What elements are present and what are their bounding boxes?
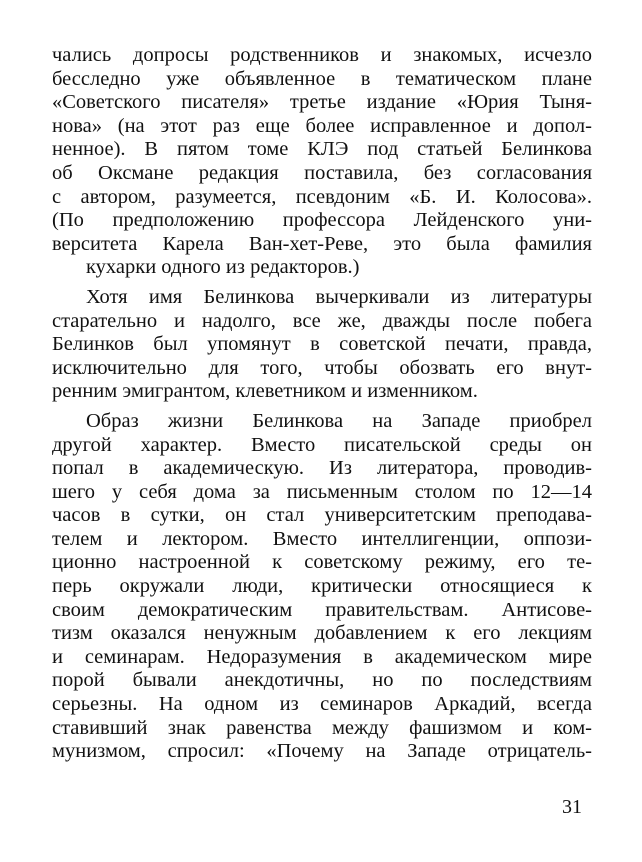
text-line: ренним эмигрантом, клеветником и изменником. [52, 380, 478, 403]
text-line: чались допросы родственников и знакомых, исчезло [52, 44, 592, 66]
text-line: своим демократическим правительствам. Антисове- [52, 598, 592, 621]
page-body [52, 44, 592, 764]
text-line: верситета Карела Ван-хет-Реве, это была фамилия [52, 232, 592, 255]
page-number: 31 [562, 796, 582, 818]
text-line: другой характер. Вместо писательской среды он [52, 433, 592, 456]
text-line: перь окружали люди, критически относящиеся к [52, 575, 592, 598]
text-line: кухарки одного из редакторов.) [86, 256, 360, 279]
text-line: телем и лектором. Вместо интеллигенции, оппози- [52, 527, 592, 550]
paragraph-3 [52, 410, 592, 764]
paragraph-1 [52, 44, 592, 280]
text-line: ставивший знак равенства между фашизмом и ком- [52, 716, 592, 739]
text-line: нова» (на этот раз еще более исправленное и допол- [52, 114, 592, 137]
text-line: и семинарам. Недоразумения в академическом мире [52, 645, 592, 668]
text-line: исключительно для того, чтобы обозвать его внут- [52, 356, 592, 379]
text-line: Белинков был упомянут в советской печати, правда, [52, 333, 592, 356]
text-line: об Оксмане редакция поставила, без согласования [52, 161, 592, 184]
text-line: ненное). В пятом томе КЛЭ под статьей Белинкова [52, 138, 592, 161]
text-line: попал в академическую. Из литератора, проводив- [52, 457, 592, 480]
text-line: «Советского писателя» третье издание «Юрия Тыня- [52, 91, 592, 114]
text-line: порой бывали анекдотичны, но по последствиям [52, 669, 592, 692]
text-line: бесследно уже объявленное в тематическом плане [52, 67, 592, 90]
text-line: ционно настроенной к советскому режиму, его те- [52, 551, 592, 574]
text-line: старательно и надолго, все же, дважды после побега [52, 309, 592, 332]
paragraph-2 [52, 286, 592, 404]
text-line: часов в сутки, он стал университетским преподава- [52, 504, 592, 527]
text-line: Хотя имя Белинкова вычеркивали из литературы [86, 285, 592, 308]
text-line: с автором, разумеется, псевдоним «Б. И. Колосова». [52, 185, 592, 208]
text-line: (По предположению профессора Лейденского уни- [52, 209, 592, 232]
text-line: мунизмом, спросил: «Почему на Западе отрицатель- [52, 740, 592, 763]
text-line: серьезны. На одном из семинаров Аркадий, всегда [52, 693, 592, 716]
text-line: Образ жизни Белинкова на Западе приобрел [86, 409, 592, 432]
text-line: шего у себя дома за письменным столом по 12—14 [52, 480, 592, 503]
text-line: тизм оказался ненужным добавлением к его лекциям [52, 622, 592, 645]
